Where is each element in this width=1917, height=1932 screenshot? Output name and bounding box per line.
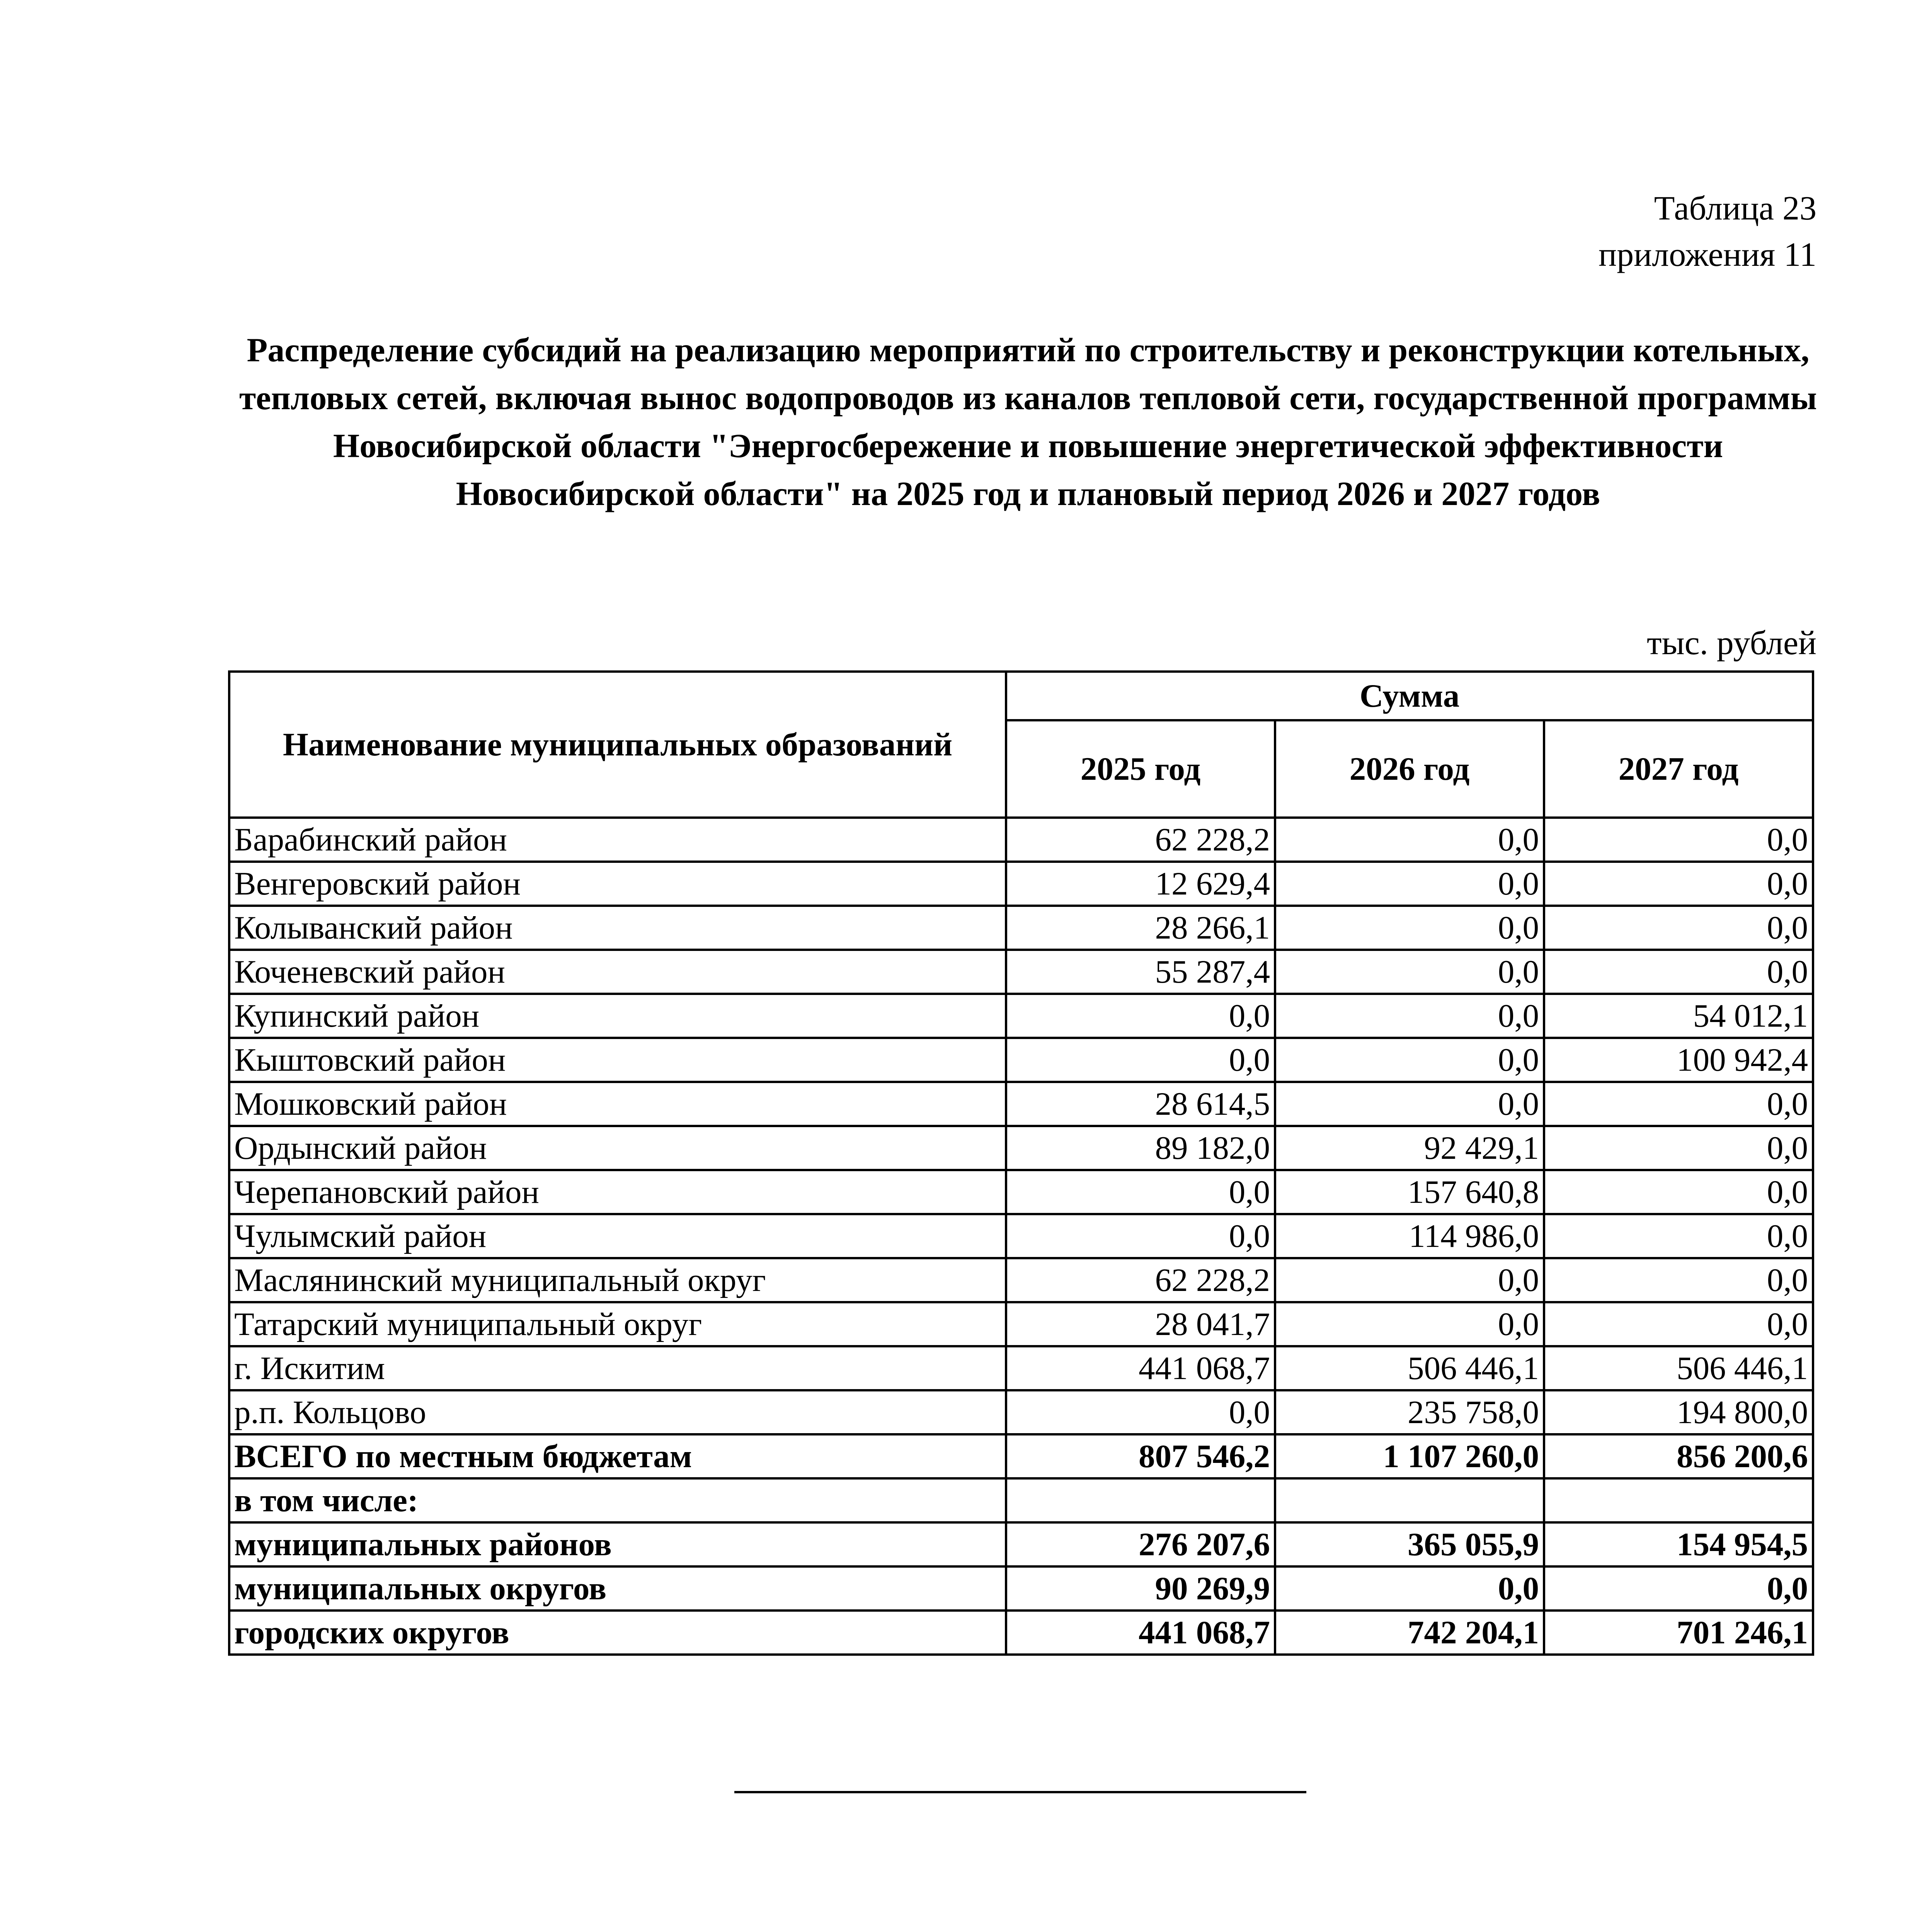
row-name: Маслянинский муниципальный округ	[229, 1258, 1006, 1302]
cell-2027: 100 942,4	[1544, 1038, 1813, 1082]
cell-2025: 807 546,2	[1006, 1434, 1275, 1478]
cell-2027: 701 246,1	[1544, 1611, 1813, 1655]
cell-2027: 0,0	[1544, 818, 1813, 862]
cell-2026: 0,0	[1275, 1082, 1544, 1126]
row-name: Коченевский район	[229, 950, 1006, 994]
cell-2027: 54 012,1	[1544, 994, 1813, 1038]
cell-2027: 0,0	[1544, 1566, 1813, 1611]
cell-2025: 62 228,2	[1006, 818, 1275, 862]
table-row	[229, 950, 1813, 994]
row-name: Мошковский район	[229, 1082, 1006, 1126]
cell-2026: 1 107 260,0	[1275, 1434, 1544, 1478]
cell-2025: 0,0	[1006, 1170, 1275, 1214]
cell-2026: 0,0	[1275, 1038, 1544, 1082]
row-name: р.п. Кольцово	[229, 1390, 1006, 1434]
column-header-2027: 2027 год	[1544, 720, 1813, 818]
row-name: Ордынский район	[229, 1126, 1006, 1170]
cell-2025: 12 629,4	[1006, 862, 1275, 906]
cell-2027: 194 800,0	[1544, 1390, 1813, 1434]
cell-2026: 0,0	[1275, 906, 1544, 950]
end-divider	[734, 1791, 1306, 1793]
subtotal-row	[229, 1522, 1813, 1566]
cell-2026: 0,0	[1275, 1258, 1544, 1302]
column-header-amount: Сумма	[1006, 672, 1813, 720]
table-row	[229, 1302, 1813, 1346]
annex-reference: приложения 11	[1598, 236, 1817, 274]
column-header-municipality: Наименование муниципальных образований	[229, 672, 1006, 818]
cell-2027: 0,0	[1544, 906, 1813, 950]
subsidy-table	[228, 670, 1814, 1656]
cell-2025: 55 287,4	[1006, 950, 1275, 994]
cell-2027: 0,0	[1544, 1214, 1813, 1258]
row-name: Купинский район	[229, 994, 1006, 1038]
row-name: Чулымский район	[229, 1214, 1006, 1258]
cell-2027: 0,0	[1544, 950, 1813, 994]
cell-2025: 0,0	[1006, 994, 1275, 1038]
cell-2027: 0,0	[1544, 1082, 1813, 1126]
cell-2026: 0,0	[1275, 1302, 1544, 1346]
row-name: в том числе:	[229, 1478, 1006, 1522]
table-row	[229, 1170, 1813, 1214]
subtotal-row	[229, 1566, 1813, 1611]
cell-2025: 90 269,9	[1006, 1566, 1275, 1611]
cell-2027: 506 446,1	[1544, 1346, 1813, 1390]
cell-2026: 0,0	[1275, 818, 1544, 862]
table-row	[229, 1346, 1813, 1390]
cell-2025: 0,0	[1006, 1038, 1275, 1082]
column-header-2025: 2025 год	[1006, 720, 1275, 818]
cell-2025: 28 266,1	[1006, 906, 1275, 950]
cell-2026: 0,0	[1275, 1566, 1544, 1611]
cell-2025: 28 041,7	[1006, 1302, 1275, 1346]
row-name: Татарский муниципальный округ	[229, 1302, 1006, 1346]
row-name: ВСЕГО по местным бюджетам	[229, 1434, 1006, 1478]
cell-2027: 0,0	[1544, 1258, 1813, 1302]
cell-2026: 114 986,0	[1275, 1214, 1544, 1258]
table-row	[229, 862, 1813, 906]
cell-2026	[1275, 1478, 1544, 1522]
column-header-2026: 2026 год	[1275, 720, 1544, 818]
table-row	[229, 1038, 1813, 1082]
cell-2027: 0,0	[1544, 1302, 1813, 1346]
cell-2026: 0,0	[1275, 950, 1544, 994]
table-row	[229, 1126, 1813, 1170]
row-name: муниципальных районов	[229, 1522, 1006, 1566]
cell-2027: 856 200,6	[1544, 1434, 1813, 1478]
cell-2025	[1006, 1478, 1275, 1522]
table-row	[229, 1390, 1813, 1434]
row-name: Колыванский район	[229, 906, 1006, 950]
document-title: Распределение субсидий на реализацию мероприятий по строительству и реконструкции котельных, тепловых сетей, включая вынос водопроводов из каналов тепловой сети, государственной программы Новосибирской области "Энергосбережение и повышение энергетической эффективности Новосибирской области" на 2025 год и плановый период 2026 и 2027 годов	[239, 332, 1817, 513]
cell-2027	[1544, 1478, 1813, 1522]
cell-2025: 0,0	[1006, 1214, 1275, 1258]
cell-2026: 92 429,1	[1275, 1126, 1544, 1170]
cell-2027: 154 954,5	[1544, 1522, 1813, 1566]
table-number: Таблица 23	[1654, 190, 1817, 227]
cell-2027: 0,0	[1544, 1170, 1813, 1214]
cell-2025: 62 228,2	[1006, 1258, 1275, 1302]
cell-2025: 89 182,0	[1006, 1126, 1275, 1170]
cell-2026: 506 446,1	[1275, 1346, 1544, 1390]
cell-2027: 0,0	[1544, 1126, 1813, 1170]
row-name: Кыштовский район	[229, 1038, 1006, 1082]
cell-2025: 441 068,7	[1006, 1346, 1275, 1390]
row-name: Венгеровский район	[229, 862, 1006, 906]
cell-2025: 276 207,6	[1006, 1522, 1275, 1566]
cell-2026: 157 640,8	[1275, 1170, 1544, 1214]
cell-2026: 0,0	[1275, 862, 1544, 906]
row-name: Барабинский район	[229, 818, 1006, 862]
table-row	[229, 818, 1813, 862]
row-name: Черепановский район	[229, 1170, 1006, 1214]
cell-2026: 235 758,0	[1275, 1390, 1544, 1434]
total-row	[229, 1434, 1813, 1478]
table-row	[229, 994, 1813, 1038]
subtotal-row	[229, 1611, 1813, 1655]
row-name: муниципальных округов	[229, 1566, 1006, 1611]
cell-2026: 742 204,1	[1275, 1611, 1544, 1655]
cell-2026: 365 055,9	[1275, 1522, 1544, 1566]
row-name: г. Искитим	[229, 1346, 1006, 1390]
cell-2025: 441 068,7	[1006, 1611, 1275, 1655]
cell-2025: 0,0	[1006, 1390, 1275, 1434]
subheading-row	[229, 1478, 1813, 1522]
units-label: тыс. рублей	[1647, 624, 1817, 662]
table-row	[229, 1258, 1813, 1302]
table-row	[229, 1082, 1813, 1126]
cell-2025: 28 614,5	[1006, 1082, 1275, 1126]
table-row	[229, 906, 1813, 950]
cell-2027: 0,0	[1544, 862, 1813, 906]
table-row	[229, 1214, 1813, 1258]
cell-2026: 0,0	[1275, 994, 1544, 1038]
row-name: городских округов	[229, 1611, 1006, 1655]
